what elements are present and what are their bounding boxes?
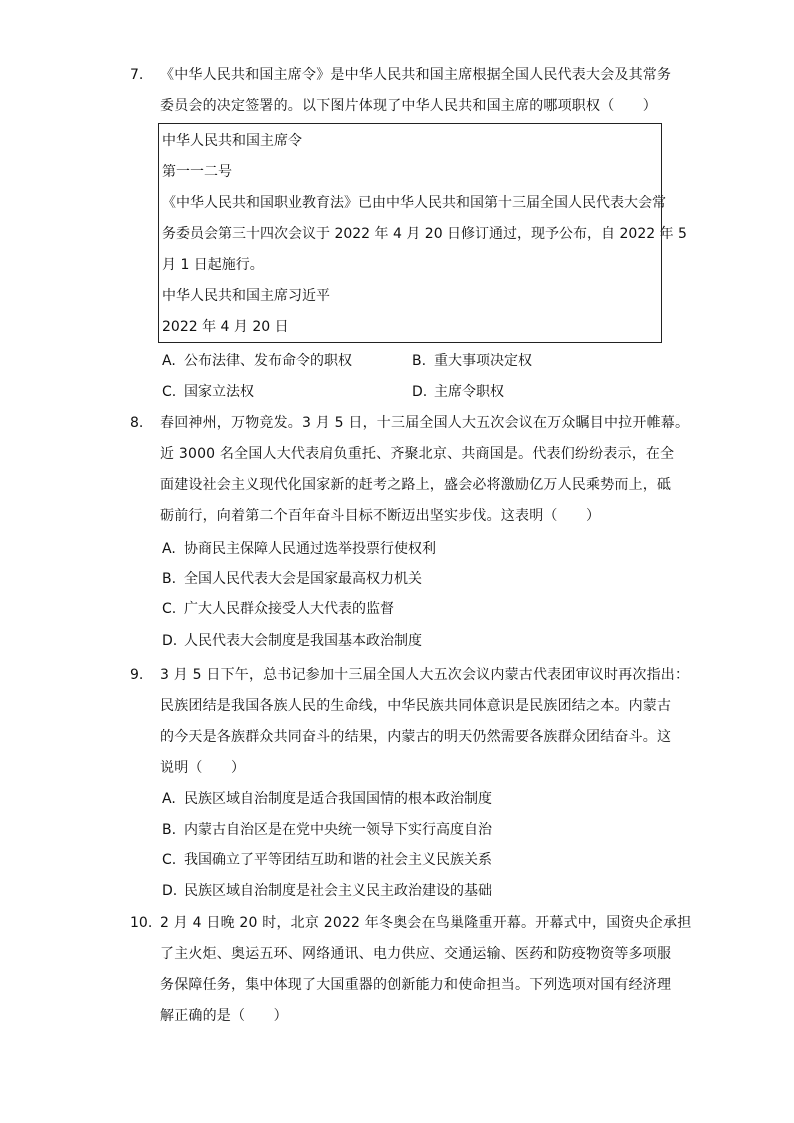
option-b xyxy=(162,815,492,845)
box-line: 《中华人民共和国职业教育法》已由中华人民共和国第十三届全国人民代表大会常 xyxy=(162,195,666,211)
stem-line: 砺前行，向着第二个百年奋斗目标不断迈出坚实步伐。这表明（ ） xyxy=(160,508,601,524)
option-a xyxy=(162,534,436,564)
option-text: 公布法律、发布命令的职权 xyxy=(184,353,352,369)
option-c xyxy=(162,377,254,407)
option-letter: A. xyxy=(162,541,176,557)
option-letter: A. xyxy=(162,353,176,369)
stem-line: 委员会的决定签署的。以下图片体现了中华人民共和国主席的哪项职权（ ） xyxy=(160,98,657,114)
box-line: 中华人民共和国主席习近平 xyxy=(162,288,330,304)
option-text: 民族区域自治制度是社会主义民主政治建设的基础 xyxy=(184,883,492,899)
question-stem xyxy=(160,908,692,1032)
option-text: 我国确立了平等团结互助和谐的社会主义民族关系 xyxy=(184,852,492,868)
presidential-order-box xyxy=(158,123,687,343)
option-letter: B. xyxy=(162,822,177,838)
option-letter: D. xyxy=(162,633,178,649)
stem-line: 3 月 5 日下午，总书记参加十三届全国人大五次会议内蒙古代表团审议时再次指出： xyxy=(160,667,690,683)
question-number: 9. xyxy=(130,667,144,683)
option-text: 国家立法权 xyxy=(184,384,254,400)
stem-line: 近 3000 名全国人大代表肩负重托、齐聚北京、共商国是。代表们纷纷表示，在全 xyxy=(160,446,675,462)
option-letter: B. xyxy=(412,353,427,369)
box-line: 月 1 日起施行。 xyxy=(162,257,264,273)
stem-line: 务保障任务，集中体现了大国重器的创新能力和使命担当。下列选项对国有经济理 xyxy=(160,977,672,993)
option-a xyxy=(162,346,352,376)
option-text: 主席令职权 xyxy=(434,384,504,400)
option-letter: C. xyxy=(162,601,177,617)
box-line: 2022 年 4 月 20 日 xyxy=(162,319,289,335)
stem-line: 了主火炬、奥运五环、网络通讯、电力供应、交通运输、医药和防疫物资等多项服 xyxy=(160,946,672,962)
box-line: 第一一二号 xyxy=(162,164,232,180)
option-letter: A. xyxy=(162,791,176,807)
option-text: 全国人民代表大会是国家最高权力机关 xyxy=(184,571,422,587)
box-line: 中华人民共和国主席令 xyxy=(162,133,302,149)
option-letter: C. xyxy=(162,852,177,868)
question-number: 8. xyxy=(130,415,144,431)
option-b xyxy=(162,564,422,594)
option-text: 民族区域自治制度是适合我国国情的根本政治制度 xyxy=(184,791,492,807)
option-text: 内蒙古自治区是在党中央统一领导下实行高度自治 xyxy=(184,822,492,838)
option-text: 广大人民群众接受人大代表的监督 xyxy=(184,601,394,617)
stem-line: 说明（ ） xyxy=(160,760,246,776)
option-letter: D. xyxy=(162,883,178,899)
stem-line: 《中华人民共和国主席令》是中华人民共和国主席根据全国人民代表大会及其常务 xyxy=(160,67,672,83)
option-d xyxy=(162,876,492,906)
option-text: 人民代表大会制度是我国基本政治制度 xyxy=(184,633,422,649)
stem-line: 解正确的是（ ） xyxy=(160,1008,288,1024)
option-d xyxy=(162,626,422,656)
stem-line: 2 月 4 日晚 20 时，北京 2022 年冬奥会在鸟巢隆重开幕。开幕式中，国资央企承担 xyxy=(160,915,692,931)
option-text: 协商民主保障人民通过选举投票行使权利 xyxy=(184,541,436,557)
box-line: 务委员会第三十四次会议于 2022 年 4 月 20 日修订通过，现予公布，自 2022 年 5 xyxy=(162,226,687,242)
option-c xyxy=(162,594,394,624)
option-letter: C. xyxy=(162,384,177,400)
option-letter: D. xyxy=(412,384,428,400)
question-number: 7. xyxy=(130,67,144,83)
question-stem xyxy=(160,660,690,784)
option-b xyxy=(412,346,532,376)
question-stem xyxy=(160,408,690,532)
option-text: 重大事项决定权 xyxy=(434,353,532,369)
question-number: 10. xyxy=(130,915,153,931)
question-stem xyxy=(160,60,680,122)
stem-line: 的今天是各族群众共同奋斗的结果，内蒙古的明天仍然需要各族群众团结奋斗。这 xyxy=(160,729,672,745)
option-letter: B. xyxy=(162,571,177,587)
stem-line: 面建设社会主义现代化国家新的赶考之路上，盛会必将激励亿万人民乘势而上，砥 xyxy=(160,477,672,493)
option-d xyxy=(412,377,504,407)
stem-line: 民族团结是我国各族人民的生命线，中华民族共同体意识是民族团结之本。内蒙古 xyxy=(160,698,672,714)
option-c xyxy=(162,845,492,875)
stem-line: 春回神州，万物竞发。3 月 5 日，十三届全国人大五次会议在万众瞩目中拉开帷幕。 xyxy=(160,415,690,431)
option-a xyxy=(162,784,492,814)
